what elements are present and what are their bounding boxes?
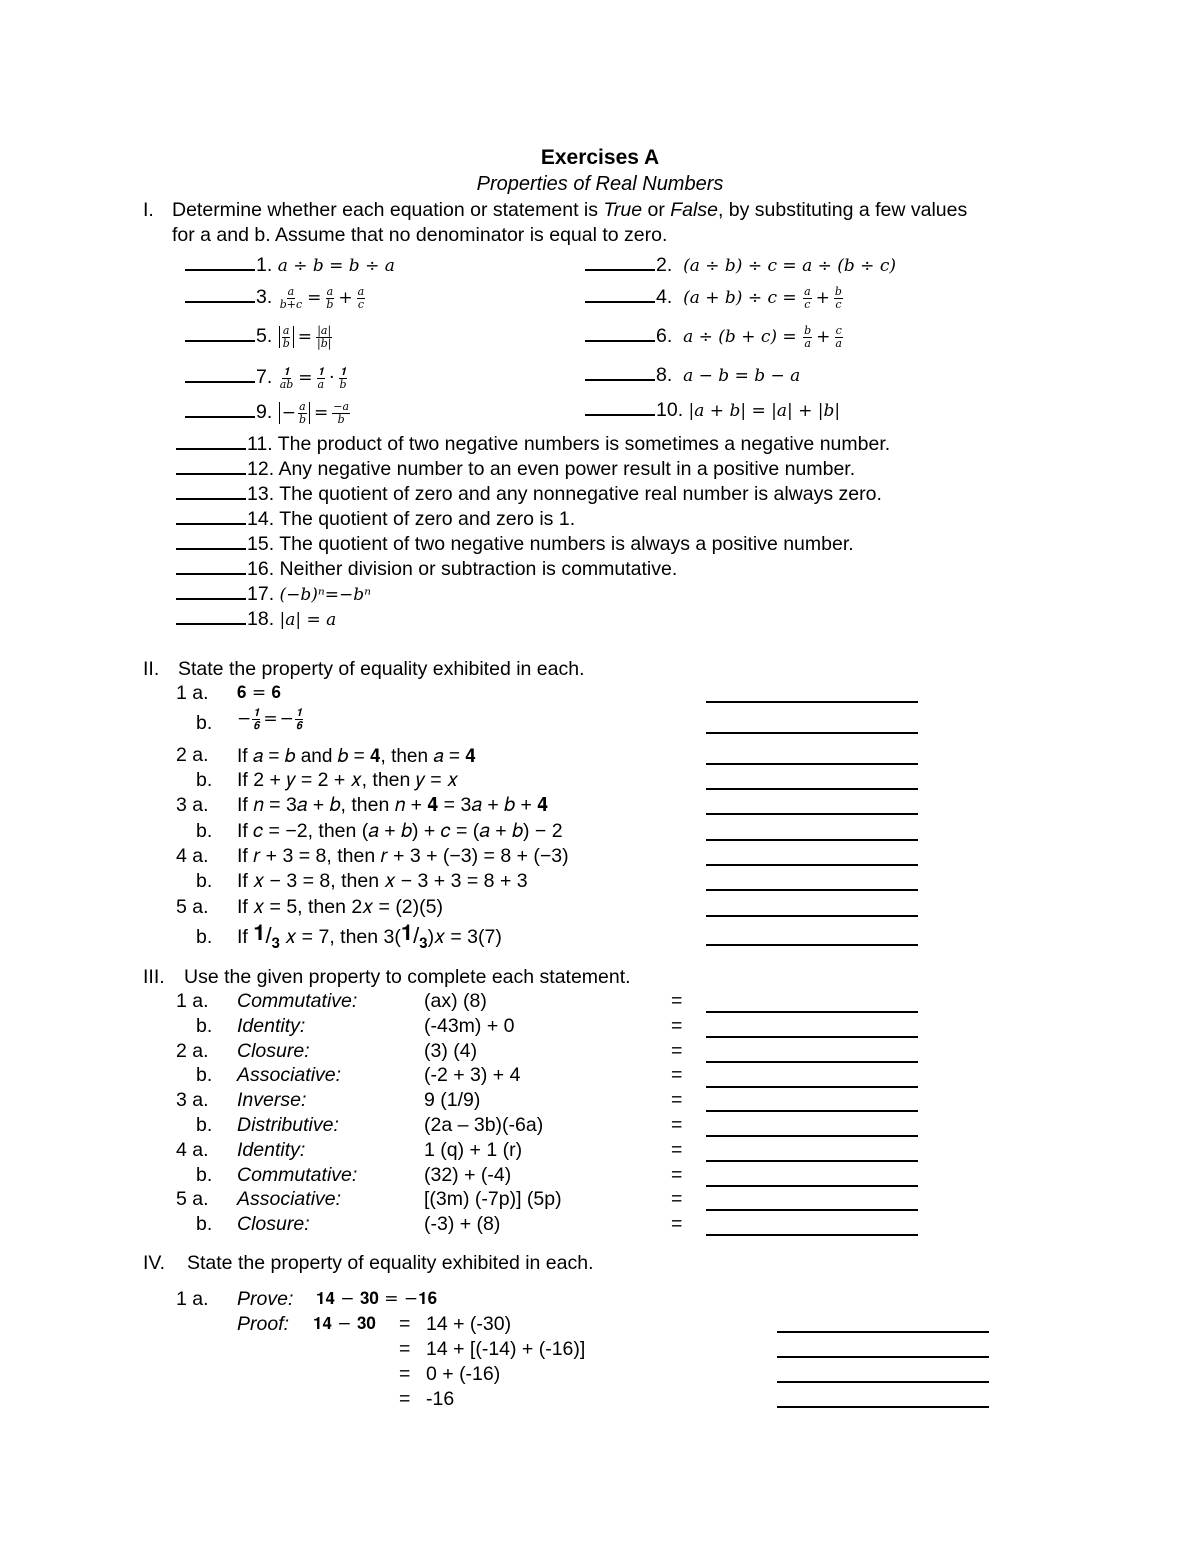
- answer-line[interactable]: [706, 788, 918, 790]
- p2-expr-5a: If 𝑥 = 5, then 2𝑥 = (2)(5): [237, 896, 443, 918]
- answer-line[interactable]: [706, 1209, 918, 1211]
- p2-label-5a: 5 a.: [176, 896, 209, 918]
- p3-label: 2 a.: [176, 1040, 209, 1062]
- answer-blank[interactable]: [176, 548, 246, 550]
- fraction: $\frac{𝟏}{\text{𝑏}}$: [339, 365, 347, 391]
- proof-step-2-eq: =: [399, 1338, 411, 1360]
- p2-label-4b: b.: [196, 870, 213, 892]
- p3-label: b.: [196, 1114, 213, 1136]
- prove-label: Prove:: [237, 1288, 294, 1310]
- statement-18: 18. |𝑎| = 𝑎: [176, 610, 336, 630]
- statement-11: 11. The product of two negative numbers is sometimes a negative number.: [176, 435, 890, 455]
- p3-expression: (3) (4): [424, 1040, 478, 1062]
- answer-line[interactable]: [706, 1185, 918, 1187]
- p3-label: 4 a.: [176, 1139, 209, 1161]
- p3-equals: =: [671, 990, 683, 1012]
- item-4: 4. (𝑎 + 𝑏) ÷ 𝑐 = $\frac{\text{𝑎}}{\text{𝑐}}$ + $\frac{\text{𝑏}}{\text{𝑐}}$: [585, 286, 844, 310]
- p3-equals: =: [671, 1064, 683, 1086]
- p4-label: 1 a.: [176, 1288, 209, 1310]
- item-10-equation: |𝑎 + 𝑏| = |𝑎| + |𝑏|: [688, 401, 841, 421]
- proof-step-1-eq: =: [399, 1313, 411, 1335]
- item-9: 9. − $\frac{\text{𝑎}}{\text{𝑏}}$ = $\frac{\text{−𝑎}}{\text{𝑏}}$: [185, 401, 351, 425]
- p3-equals: =: [671, 1114, 683, 1136]
- item-1-equation: 𝑎 ÷ 𝑏 = 𝑏 ÷ 𝑎: [277, 256, 395, 276]
- p3-expression: (-3) + (8): [424, 1213, 501, 1235]
- answer-line[interactable]: [777, 1331, 989, 1333]
- p2-label-1a: 1 a.: [176, 682, 209, 704]
- p3-property: Identity:: [237, 1139, 306, 1161]
- proof-step-1: 14 + (-30): [426, 1313, 512, 1335]
- item-7: 7. $\frac{𝟏}{\text{𝑎𝑏}}$ = $\frac{𝟏}{\text{𝑎}}$ · $\frac{𝟏}{\text{𝑏}}$: [185, 366, 349, 390]
- section-2-instruction: State the property of equality exhibited in each.: [178, 658, 585, 680]
- p3-equals: =: [671, 1089, 683, 1111]
- answer-blank[interactable]: [185, 269, 255, 271]
- answer-line[interactable]: [706, 732, 918, 734]
- answer-line[interactable]: [706, 701, 918, 703]
- answer-line[interactable]: [706, 1011, 918, 1013]
- item-4-equation: (𝑎 + 𝑏) ÷ 𝑐 =: [683, 288, 797, 309]
- answer-blank[interactable]: [585, 414, 655, 416]
- p3-label: b.: [196, 1015, 213, 1037]
- item-3: 3. $\frac{\text{𝑎}}{\text{𝑏+𝑐}}$ = $\frac{\text{𝑎}}{\text{𝑏}}$ + $\frac{\text{𝑎}}{\text{𝑐}}$: [185, 286, 366, 310]
- p3-property: Commutative:: [237, 1164, 358, 1186]
- p3-expression: (ax) (8): [424, 990, 487, 1012]
- p3-property: Distributive:: [237, 1114, 339, 1136]
- proof-step-4-eq: =: [399, 1388, 411, 1410]
- p3-property: Associative:: [237, 1188, 342, 1210]
- p3-property: Closure:: [237, 1040, 310, 1062]
- answer-line[interactable]: [706, 1110, 918, 1112]
- statement-12: 12. Any negative number to an even power result in a positive number.: [176, 460, 855, 480]
- item-8: 8. 𝑎 − 𝑏 = 𝑏 − 𝑎: [585, 366, 800, 386]
- instruction-text: Determine whether each equation or statement is: [172, 199, 604, 221]
- proof-expression: 𝟏𝟒 − 𝟑𝟎: [313, 1314, 376, 1334]
- p3-label: 3 a.: [176, 1089, 209, 1111]
- fraction: $\frac{\text{𝑏}}{\text{𝑐}}$: [834, 285, 842, 311]
- answer-line[interactable]: [706, 915, 918, 917]
- fraction: $\frac{\text{|𝑎|}}{\text{|𝑏|}}$: [316, 324, 332, 350]
- p3-equals: =: [671, 1188, 683, 1210]
- answer-line[interactable]: [706, 813, 918, 815]
- answer-line[interactable]: [706, 1135, 918, 1137]
- item-1: 1. 𝑎 ÷ 𝑏 = 𝑏 ÷ 𝑎: [185, 256, 395, 276]
- answer-blank[interactable]: [185, 381, 255, 383]
- p2-label-5b: b.: [196, 926, 213, 948]
- answer-line[interactable]: [706, 839, 918, 841]
- answer-blank[interactable]: [185, 340, 255, 342]
- answer-blank[interactable]: [585, 379, 655, 381]
- p3-expression: (-2 + 3) + 4: [424, 1064, 521, 1086]
- p2-expr-1a: 𝟔 = 𝟔: [237, 683, 281, 703]
- answer-line[interactable]: [706, 1234, 918, 1236]
- p2-expr-3b: If 𝑐 = −2, then (𝑎 + 𝑏) + 𝑐 = (𝑎 + 𝑏) − 2: [237, 820, 563, 842]
- p2-expr-5b: If $𝟏/_𝟑$ 𝑥 = 7, then $3(𝟏/_𝟑)𝑥 = 3(7)$: [237, 920, 502, 952]
- section-2-roman: II.: [143, 658, 160, 680]
- fraction: $\frac{\text{𝑎}}{\text{𝑏}}$: [298, 400, 306, 426]
- statement-17: 17. (−𝑏)ⁿ=−𝑏ⁿ: [176, 585, 371, 605]
- answer-blank[interactable]: [585, 340, 655, 342]
- p3-label: b.: [196, 1213, 213, 1235]
- answer-blank[interactable]: [585, 269, 655, 271]
- p2-label-3b: b.: [196, 820, 213, 842]
- answer-blank[interactable]: [176, 523, 246, 525]
- p2-expr-4a: If 𝑟 + 3 = 8, then 𝑟 + 3 + (−3) = 8 + (−3): [237, 845, 569, 867]
- or-word: or: [642, 199, 671, 221]
- p2-expr-3a: If 𝑛 = 3𝑎 + 𝑏, then 𝑛 + 𝟒 = 3𝑎 + 𝑏 + 𝟒: [237, 794, 549, 816]
- page-title: Exercises A: [540, 146, 660, 169]
- answer-blank[interactable]: [176, 473, 246, 475]
- answer-line[interactable]: [777, 1381, 989, 1383]
- statement-13: 13. The quotient of zero and any nonnegative real number is always zero.: [176, 485, 882, 505]
- answer-blank[interactable]: [176, 623, 246, 625]
- answer-line[interactable]: [706, 1160, 918, 1162]
- p3-expression: 9 (1/9): [424, 1089, 481, 1111]
- answer-line[interactable]: [777, 1356, 989, 1358]
- instruction-text-2: , by substituting a few values: [717, 199, 968, 221]
- p3-expression: (2a – 3b)(-6a): [424, 1114, 544, 1136]
- item-2: 2. (𝑎 ÷ 𝑏) ÷ 𝑐 = 𝑎 ÷ (𝑏 ÷ 𝑐): [585, 256, 896, 276]
- statement-14: 14. The quotient of zero and zero is 1.: [176, 510, 575, 530]
- false-word: False: [670, 199, 718, 221]
- answer-line[interactable]: [777, 1406, 989, 1408]
- p2-label-3a: 3 a.: [176, 794, 209, 816]
- p3-expression: (32) + (-4): [424, 1164, 512, 1186]
- fraction: $\frac{\text{𝑎}}{\text{𝑏}}$: [326, 285, 334, 311]
- proof-step-2: 14 + [(-14) + (-16)]: [426, 1338, 586, 1360]
- answer-line[interactable]: [706, 1061, 918, 1063]
- p3-expression: 1 (q) + 1 (r): [424, 1139, 523, 1161]
- item-8-equation: 𝑎 − 𝑏 = 𝑏 − 𝑎: [683, 366, 801, 386]
- p2-label-1b: b.: [196, 712, 213, 734]
- p3-equals: =: [671, 1139, 683, 1161]
- p3-expression: (-43m) + 0: [424, 1015, 515, 1037]
- p3-equals: =: [671, 1015, 683, 1037]
- statement-15: 15. The quotient of two negative numbers is always a positive number.: [176, 535, 854, 555]
- section-1-roman: I.: [143, 199, 154, 221]
- item-2-equation: (𝑎 ÷ 𝑏) ÷ 𝑐 = 𝑎 ÷ (𝑏 ÷ 𝑐): [683, 256, 896, 276]
- item-6-equation: 𝑎 ÷ (𝑏 + 𝑐) =: [683, 327, 797, 348]
- answer-blank[interactable]: [585, 301, 655, 303]
- proof-step-3: 0 + (-16): [426, 1363, 501, 1385]
- p2-expr-2b: If 2 + 𝑦 = 2 + 𝑥, then 𝑦 = 𝑥: [237, 769, 458, 791]
- item-10: 10. |𝑎 + 𝑏| = |𝑎| + |𝑏|: [585, 401, 840, 421]
- p3-expression: [(3m) (-7p)] (5p): [424, 1188, 562, 1210]
- p3-property: Commutative:: [237, 990, 358, 1012]
- section-4-instruction: State the property of equality exhibited in each.: [187, 1252, 594, 1274]
- true-word: True: [603, 199, 643, 221]
- p2-label-2b: b.: [196, 769, 213, 791]
- fraction: $\frac{𝟏}{\text{𝑎𝑏}}$: [279, 365, 294, 391]
- proof-label: Proof:: [237, 1313, 290, 1335]
- fraction: $\frac{\text{−𝑎}}{\text{𝑏}}$: [333, 400, 350, 426]
- p3-label: b.: [196, 1164, 213, 1186]
- answer-blank[interactable]: [185, 301, 255, 303]
- fraction: $\frac{\text{𝑎}}{\text{𝑏+𝑐}}$: [279, 285, 303, 311]
- p2-label-2a: 2 a.: [176, 744, 209, 766]
- section-4-roman: IV.: [143, 1252, 166, 1274]
- page-subtitle: Properties of Real Numbers: [476, 173, 724, 195]
- section-3-roman: III.: [143, 966, 165, 988]
- p3-property: Identity:: [237, 1015, 306, 1037]
- answer-line[interactable]: [706, 889, 918, 891]
- answer-blank[interactable]: [176, 573, 246, 575]
- section-1-instruction-line2: for a and b. Assume that no denominator is equal to zero.: [172, 224, 668, 246]
- answer-blank[interactable]: [185, 416, 255, 418]
- p2-expr-2a: If 𝑎 = 𝑏 and 𝑏 = 𝟒, then 𝑎 = 𝟒: [237, 746, 476, 767]
- p2-label-4a: 4 a.: [176, 845, 209, 867]
- answer-blank[interactable]: [176, 448, 246, 450]
- answer-line[interactable]: [706, 864, 918, 866]
- fraction: $\frac{\text{𝑐}}{\text{𝑎}}$: [835, 324, 842, 350]
- fraction: $\frac{\text{𝑎}}{\text{𝑐}}$: [804, 285, 811, 311]
- p3-equals: =: [671, 1040, 683, 1062]
- answer-line[interactable]: [706, 1086, 918, 1088]
- p3-label: 1 a.: [176, 990, 209, 1012]
- fraction: $\frac{𝟏}{\text{𝑎}}$: [317, 365, 325, 391]
- item-6: 6. 𝑎 ÷ (𝑏 + 𝑐) = $\frac{\text{𝑏}}{\text{𝑎}}$ + $\frac{\text{𝑐}}{\text{𝑎}}$: [585, 325, 844, 349]
- p3-equals: =: [671, 1164, 683, 1186]
- p3-label: b.: [196, 1064, 213, 1086]
- p2-expr-4b: If 𝑥 − 3 = 8, then 𝑥 − 3 + 3 = 8 + 3: [237, 870, 528, 892]
- statement-16: 16. Neither division or subtraction is commutative.: [176, 560, 677, 580]
- answer-line[interactable]: [706, 1036, 918, 1038]
- p3-property: Associative:: [237, 1064, 342, 1086]
- item-5: 5. $\frac{\text{𝑎}}{\text{𝑏}}$ = $\frac{\text{|𝑎|}}{\text{|𝑏|}}$: [185, 325, 333, 349]
- section-1-instruction: [172, 201, 967, 221]
- fraction: $\frac{\text{𝑎}}{\text{𝑐}}$: [357, 285, 365, 311]
- p3-property: Inverse:: [237, 1089, 307, 1111]
- p2-expr-1b: − $\frac{𝟏}{𝟔}$ = − $\frac{𝟏}{𝟔}$: [237, 706, 302, 732]
- answer-line[interactable]: [706, 944, 918, 946]
- p3-equals: =: [671, 1213, 683, 1235]
- answer-blank[interactable]: [176, 598, 246, 600]
- proof-step-3-eq: =: [399, 1363, 411, 1385]
- fraction: $\frac{\text{𝑏}}{\text{𝑎}}$: [804, 324, 812, 350]
- prove-expression: 𝟏𝟒 − 𝟑𝟎 = −𝟏𝟔: [316, 1289, 438, 1309]
- p3-label: 5 a.: [176, 1188, 209, 1210]
- p3-property: Closure:: [237, 1213, 310, 1235]
- answer-blank[interactable]: [176, 498, 246, 500]
- fraction: $\frac{\text{𝑎}}{\text{𝑏}}$: [282, 324, 290, 350]
- proof-step-4: -16: [426, 1388, 455, 1410]
- answer-line[interactable]: [706, 763, 918, 765]
- section-3-instruction: Use the given property to complete each statement.: [184, 966, 631, 988]
